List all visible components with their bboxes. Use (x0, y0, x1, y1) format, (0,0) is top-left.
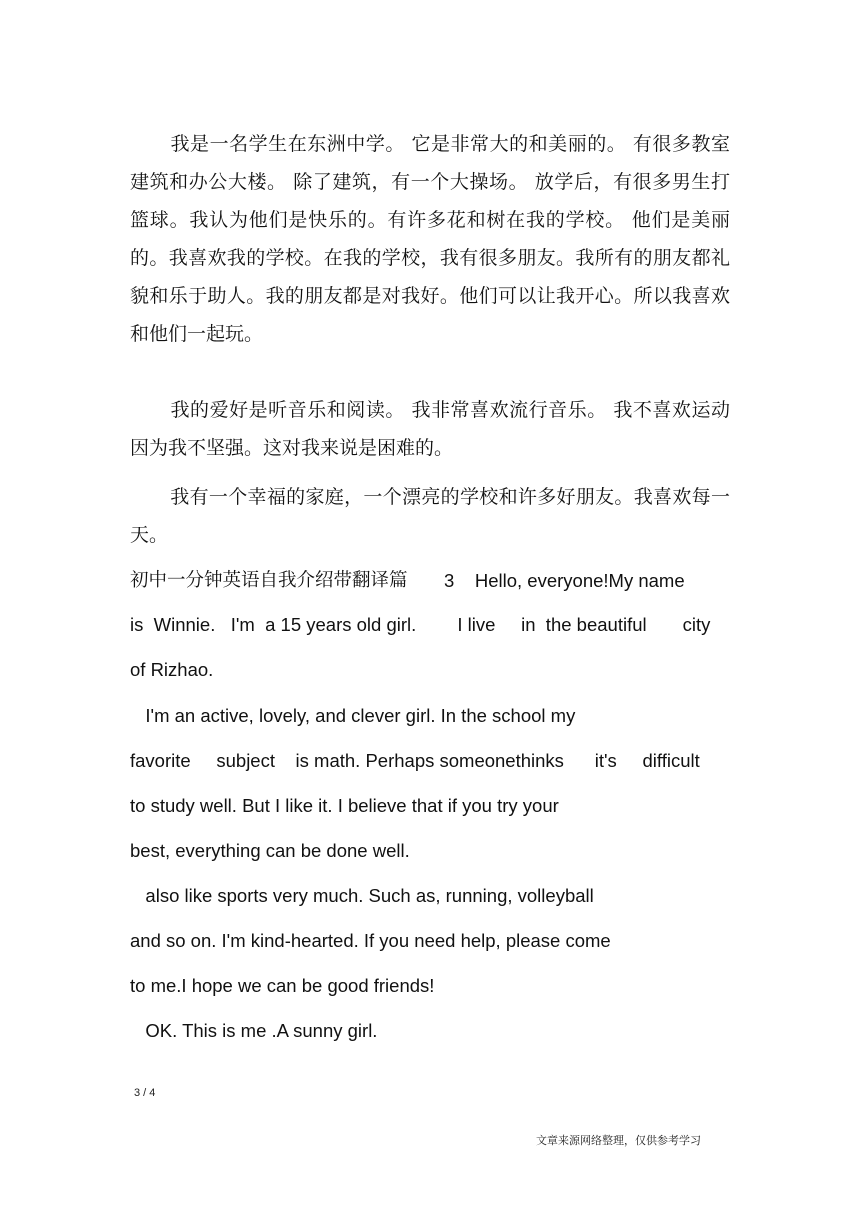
paragraph-school-text: 我是一名学生在东洲中学。 它是非常大的和美丽的。 有很多教室建筑和办公大楼。 除了建筑，有一个大操场。 放学后，有很多男生打篮球。我认为他们是快乐的。有许多花和树在我的学校。 他们是美丽的。我喜欢我的学校。在我的学校，我有很多朋友。我所有的朋友都礼貌和乐于助人。我的朋友都是对我好。他们可以让我开心。所以我喜欢和他们一起玩。 (130, 133, 730, 345)
footer-note: 文章来源网络整理，仅供参考学习 (536, 1134, 701, 1147)
english-line: I'm an active, lovely, and clever girl. In the school my (130, 705, 576, 726)
section-heading-title: 初中一分钟英语自我介绍带翻译篇 (130, 570, 408, 591)
english-line: of Rizhao. (130, 659, 214, 680)
english-line: OK. This is me .A sunny girl. (130, 1020, 378, 1041)
english-line: best, everything can be done well. (130, 840, 410, 861)
english-line: and so on. I'm kind-hearted. If you need help, please come (130, 930, 611, 951)
paragraph-family-text: 我有一个幸福的家庭，一个漂亮的学校和许多好朋友。我喜欢每一天。 (130, 486, 730, 546)
paragraph-hobby (130, 391, 730, 467)
paragraph-school (130, 125, 730, 353)
english-line: to me.I hope we can be good friends! (130, 975, 435, 996)
english-line: is Winnie. I'm a 15 years old girl. I live in the beautiful city (130, 614, 711, 635)
paragraph-family (130, 478, 730, 554)
page-number: 3 / 4 (134, 1087, 156, 1099)
section-heading-intro: 3 Hello, everyone!My name (444, 570, 685, 591)
english-line: to study well. But I like it. I believe that if you try your (130, 795, 559, 816)
section-heading (130, 568, 730, 594)
english-line: also like sports very much. Such as, running, volleyball (130, 885, 594, 906)
english-line: favorite subject is math. Perhaps someonethinks it's difficult (130, 750, 700, 771)
paragraph-hobby-text: 我的爱好是听音乐和阅读。 我非常喜欢流行音乐。 我不喜欢运动因为我不坚强。这对我来说是困难的。 (130, 399, 730, 459)
